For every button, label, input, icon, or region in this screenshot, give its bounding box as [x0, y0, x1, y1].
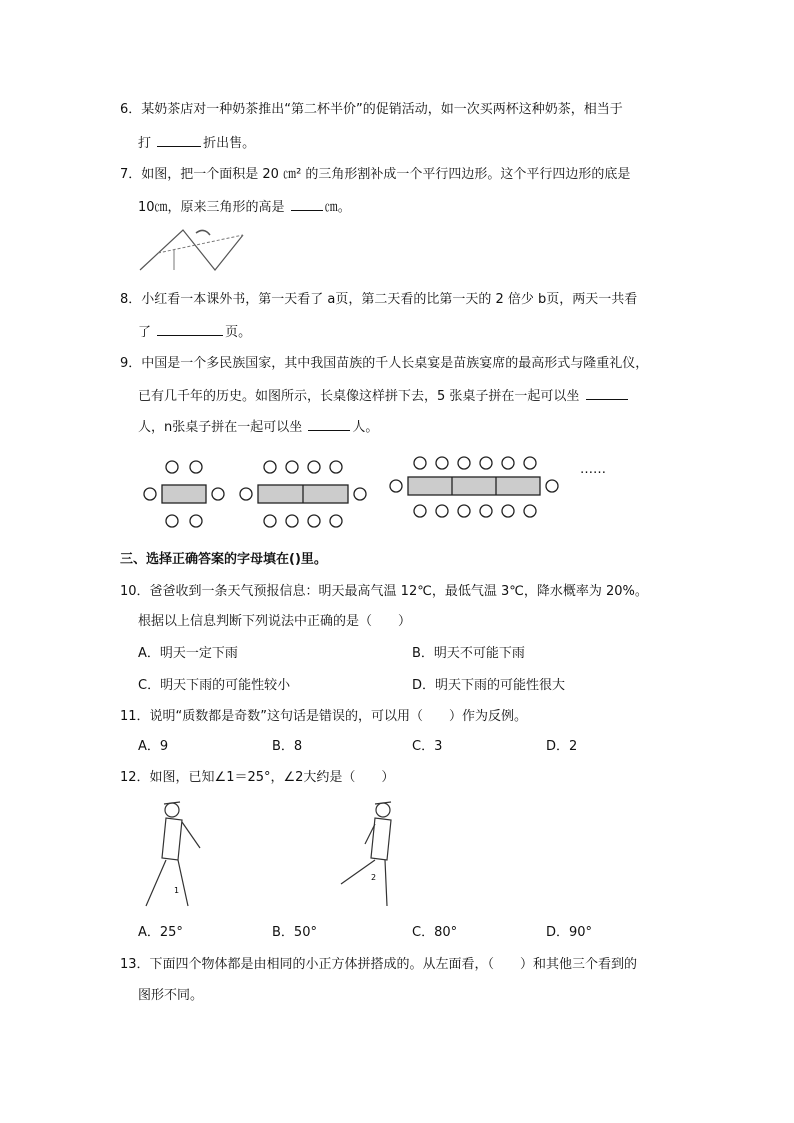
q12-option-c[interactable]: C．80° [412, 925, 458, 940]
angle-2-label: 2 [371, 873, 377, 882]
q10-option-d[interactable]: D．明天下雨的可能性很大 [412, 678, 566, 693]
q6-text: 6．某奶茶店对一种奶茶推出“第二杯半价”的促销活动，如一次买两杯这种奶茶，相当于 [120, 102, 623, 117]
q12-option-d[interactable]: D．90° [546, 925, 593, 940]
q12-option-a[interactable]: A．25° [138, 925, 183, 940]
q9-line2 [138, 387, 630, 405]
q12-text: 12．如图，已知∠1＝25°，∠2大约是（ ） [120, 770, 395, 785]
angle-1-label: 1 [174, 886, 180, 895]
q7-pre: 10㎝，原来三角形的高是 [138, 200, 285, 215]
q11-option-d[interactable]: D．2 [546, 739, 578, 754]
q10-option-c[interactable]: C．明天下雨的可能性较小 [138, 678, 291, 693]
q9-line3 [138, 418, 378, 436]
q7-answer-blank[interactable] [291, 198, 323, 211]
q8-pre: 了 [138, 325, 152, 340]
q11-option-b[interactable]: B．8 [272, 739, 303, 754]
q11-text: 11．说明“质数都是奇数”这句话是错误的，可以用（ ）作为反例。 [120, 709, 528, 724]
q7-post: ㎝。 [324, 200, 351, 215]
q8-post: 页。 [225, 325, 252, 340]
q10-option-b[interactable]: B．明天不可能下雨 [412, 646, 525, 661]
q13-line2: 图形不同。 [138, 988, 204, 1003]
q11-option-a[interactable]: A．9 [138, 739, 169, 754]
q12-option-b[interactable]: B．50° [272, 925, 317, 940]
q8-answer-blank[interactable] [157, 323, 223, 336]
q13-text: 13．下面四个物体都是由相同的小正方体拼搭成的。从左面看，（ ）和其他三个看到的 [120, 957, 638, 972]
q7-text: 7．如图，把一个面积是 20 ㎝² 的三角形割补成一个平行四边形。这个平行四边形的底是 [120, 167, 631, 182]
q9-line2-text: 已有几千年的历史。如图所示，长桌像这样拼下去，5 张桌子拼在一起可以坐 [138, 389, 580, 404]
q6-pre: 打 [138, 136, 152, 151]
continuation-dots: …… [580, 462, 606, 477]
soldier-figure-1 [140, 798, 230, 918]
triangle-parallelogram-figure [138, 225, 258, 275]
q6-line2 [138, 134, 255, 152]
q9-answer-blank-1[interactable] [586, 387, 628, 400]
q9-text: 9．中国是一个多民族国家，其中我国苗族的千人长桌宴是苗族宴席的最高形式与隆重礼仪， [120, 356, 649, 371]
soldier-figure-2 [335, 798, 425, 918]
q11-option-c[interactable]: C．3 [412, 739, 443, 754]
q9-post3: 人。 [352, 420, 379, 435]
long-table-figure [140, 455, 620, 535]
q10-line2: 根据以上信息判断下列说法中正确的是（ ） [138, 614, 412, 629]
q8-text: 8．小红看一本课外书，第一天看了 a页，第二天看的比第一天的 2 倍少 b页，两天一共看 [120, 292, 638, 307]
q9-answer-blank-2[interactable] [308, 418, 350, 431]
q9-pre3: 人，n张桌子拼在一起可以坐 [138, 420, 303, 435]
q7-line2 [138, 198, 351, 216]
q10-option-a[interactable]: A．明天一定下雨 [138, 646, 238, 661]
q8-line2 [138, 323, 251, 341]
q6-answer-blank[interactable] [157, 134, 201, 147]
section-3-heading: 三、选择正确答案的字母填在()里。 [120, 552, 327, 567]
q6-post: 折出售。 [203, 136, 256, 151]
q10-text: 10．爸爸收到一条天气预报信息：明天最高气温 12℃，最低气温 3℃，降水概率为 20%。 [120, 584, 648, 599]
